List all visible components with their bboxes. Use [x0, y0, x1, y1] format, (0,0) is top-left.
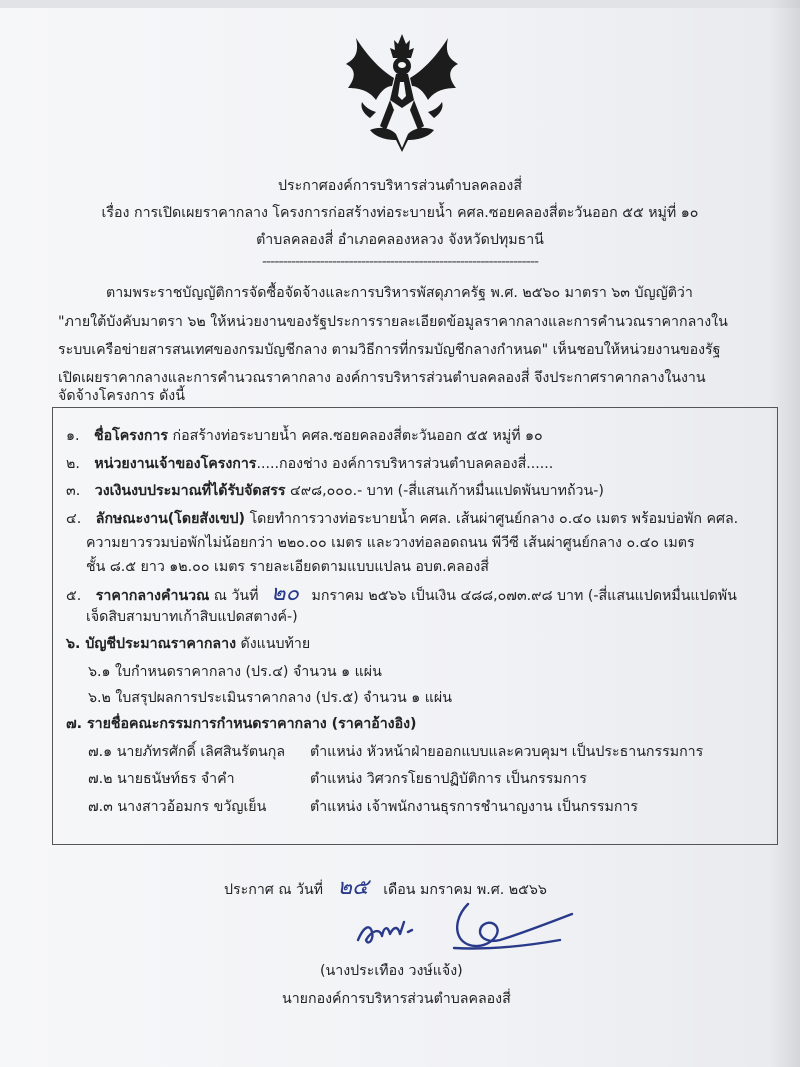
item-number: ๓. — [66, 483, 81, 499]
item-6 — [66, 634, 310, 654]
signer-name: (นางประเทือง วงษ์แจ้ง) — [320, 963, 463, 979]
item-label: วงเงินงบประมาณที่ได้รับจัดสรร — [94, 483, 286, 499]
date-label: ประกาศ ณ วันที่ — [224, 882, 324, 898]
item-text: มกราคม ๒๕๖๖ เป็นเงิน ๔๘๘,๐๗๓.๙๘ บาท (-สี่แสนแปดหมื่นแปดพัน — [311, 588, 737, 604]
committee-name: ๗.๒ นายธนัษท์ธร จำคำ — [88, 771, 235, 787]
item-text: ๔๙๘,๐๐๐.- บาท (-สี่แสนเก้าหมื่นแปดพันบาทถ้วน-) — [290, 483, 604, 499]
item-2 — [66, 454, 553, 474]
announcement-location: ตำบลคลองสี่ อำเภอคลองหลวง จังหวัดปทุมธานี — [256, 232, 544, 248]
intro-line: ระบบเครือข่ายสารสนเทศของกรมบัญชีกลาง ตามวิธีการที่กรมบัญชีกลางกำหนด" เห็นชอบให้หน่วยงานของรัฐ — [58, 342, 721, 358]
item-6-2: ๖.๒ ใบสรุปผลการประเมินราคากลาง (ปร.๕) จำนวน ๑ แผ่น — [88, 690, 452, 706]
signer-title: นายกองค์การบริหารส่วนตำบลคลองสี่ — [282, 991, 511, 1007]
item-text: โดยทำการวางท่อระบายน้ำ คศล. เส้นผ่าศูนย์กลาง ๐.๔๐ เมตร พร้อมบ่อพัก คศล. — [249, 511, 739, 527]
item-number: ๔. — [66, 511, 82, 527]
handwritten-signature-icon — [350, 896, 580, 960]
committee-role: ตำแหน่ง วิศวกรโยธาปฏิบัติการ เป็นกรรมการ — [310, 771, 587, 787]
committee-name: ๗.๓ นางสาวอ้อมกร ขวัญเย็น — [88, 799, 267, 815]
garuda-emblem-icon — [340, 30, 464, 152]
announcement-subject: เรื่อง การเปิดเผยราคากลาง โครงการก่อสร้างท่อระบายน้ำ คศล.ซอยคลองสี่ตะวันออก ๕๕ หมู่ที่ ๑๐ — [101, 205, 699, 221]
item-label: ชื่อโครงการ — [94, 428, 169, 444]
item-number: ๑. — [66, 428, 80, 444]
item-3 — [66, 481, 604, 501]
item-1 — [66, 426, 543, 446]
item-4-line: ความยาวรวมบ่อพักไม่น้อยกว่า ๒๒๐.๐๐ เมตร และวางท่อลอดถนน พีวีซี เส้นผ่าศูนย์กลาง ๐.๔๐ เมตร — [86, 535, 695, 551]
item-5-line: เจ็ดสิบสามบาทเก้าสิบแปดสตางค์-) — [86, 609, 298, 625]
announcement-org: ประกาศองค์การบริหารส่วนตำบลคลองสี่ — [278, 178, 522, 194]
intro-line: ตามพระราชบัญญัติการจัดซื้อจัดจ้างและการบริหารพัสดุภาครัฐ พ.ศ. ๒๕๖๐ มาตรา ๖๓ บัญญัติว่า — [106, 285, 693, 301]
committee-name: ๗.๑ นายภัทรศักดิ์ เลิศสินรัตนกุล — [88, 744, 286, 760]
handwritten-day: ๒๕ — [337, 875, 369, 900]
date-month-year: เดือน มกราคม พ.ศ. ๒๕๖๖ — [383, 882, 547, 898]
item-text: ณ วันที่ — [213, 588, 259, 604]
intro-line: "ภายใต้บังคับมาตรา ๖๒ ให้หน่วยงานของรัฐประการรายละเอียดข้อมูลราคากลางและการคำนวณราคากลางใน — [58, 314, 728, 330]
item-label: ลักษณะงาน(โดยสังเขป) — [95, 511, 246, 527]
item-7: ๗. รายชื่อคณะกรรมการกำหนดราคากลาง (ราคาอ้างอิง) — [66, 716, 417, 732]
item-label: หน่วยงานเจ้าของโครงการ — [94, 456, 257, 472]
intro-line: เปิดเผยราคากลางและการคำนวณราคากลาง องค์การบริหารส่วนตำบลคลองสี่ จึงประกาศราคากลางในงาน — [58, 370, 706, 386]
item-text: ก่อสร้างท่อระบายน้ำ คศล.ซอยคลองสี่ตะวันออก ๕๕ หมู่ที่ ๑๐ — [172, 428, 543, 444]
item-number: ๒. — [66, 456, 80, 472]
committee-role: ตำแหน่ง เจ้าพนักงานธุรการชำนาญงาน เป็นกรรมการ — [310, 799, 638, 815]
paper-edge-top — [0, 0, 800, 8]
item-6-1: ๖.๑ ใบกำหนดราคากลาง (ปร.๔) จำนวน ๑ แผ่น — [88, 664, 382, 680]
item-text: ดังแนบท้าย — [240, 636, 311, 652]
item-text: .....กองช่าง องค์การบริหารส่วนตำบลคลองสี่...... — [256, 456, 554, 472]
committee-role: ตำแหน่ง หัวหน้าฝ่ายออกแบบและควบคุมฯ เป็นประธานกรรมการ — [310, 744, 704, 760]
item-label: ราคากลางคำนวณ — [95, 588, 210, 604]
item-label: ๖. บัญชีประมาณราคากลาง — [66, 636, 237, 652]
item-5 — [66, 581, 737, 606]
intro-line: จัดจ้างโครงการ ดังนี้ — [58, 388, 185, 404]
handwritten-day: ๒๐ — [271, 581, 299, 606]
header-divider: ------------------------------------------------------------------- — [261, 254, 538, 270]
item-4 — [66, 509, 738, 529]
item-number: ๕. — [66, 588, 82, 604]
item-4-line: ชั้น ๘.๕ ยาว ๑๒.๐๐ เมตร รายละเอียดตามแบบแปลน อบต.คลองสี่ — [86, 559, 489, 575]
